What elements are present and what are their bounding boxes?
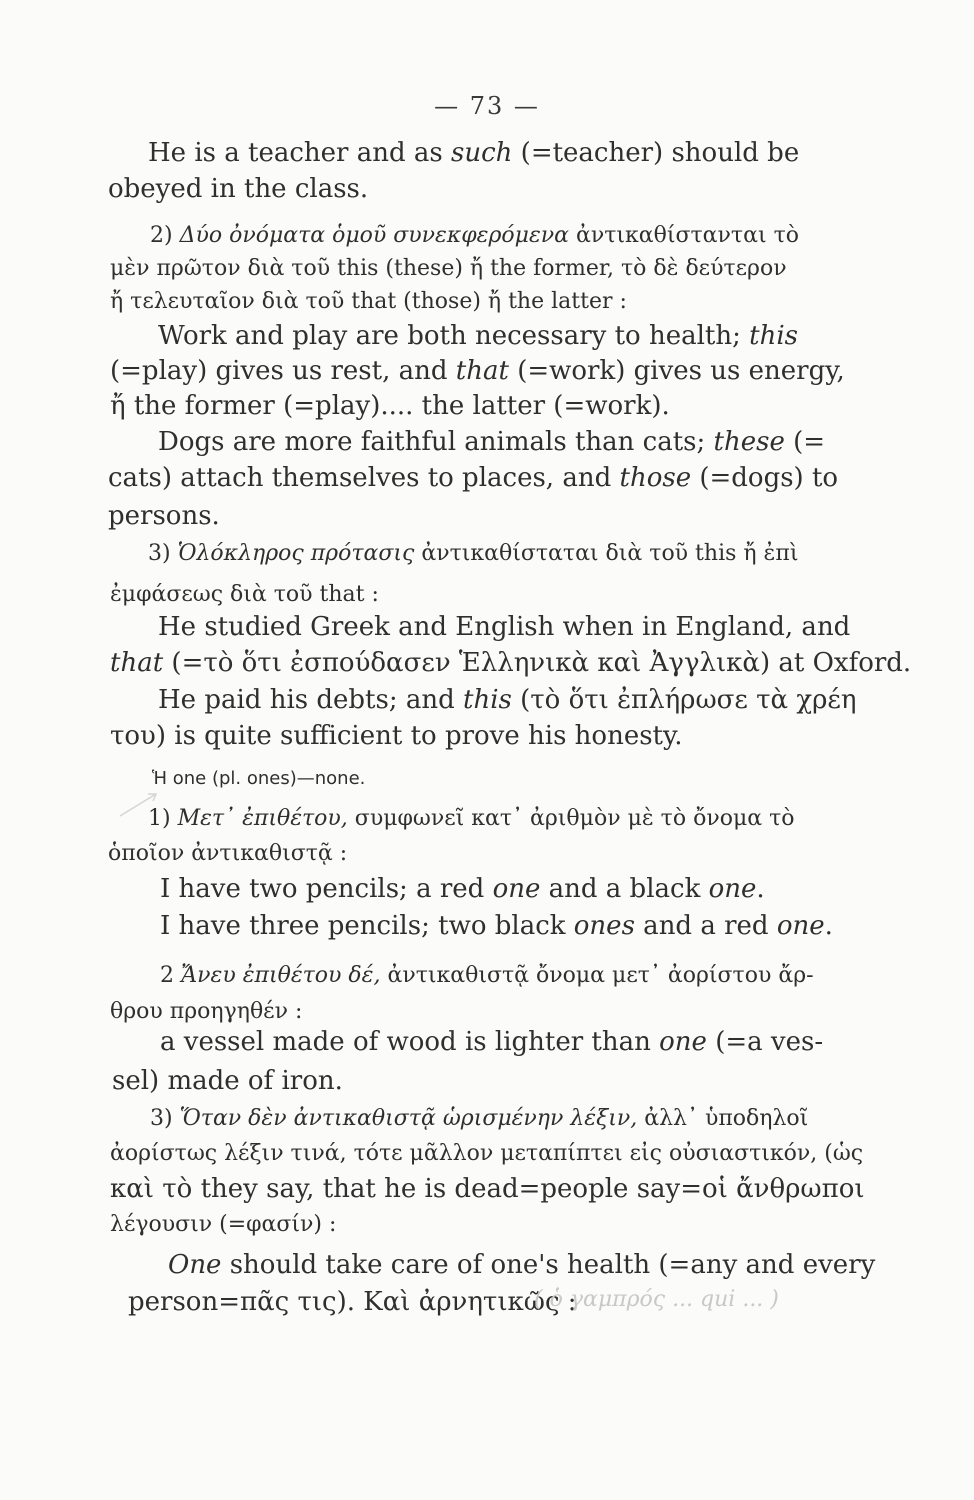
text-line-11: persons. — [108, 501, 220, 531]
section-heading-one: Ἡ one (pl. ones)—none. — [152, 768, 366, 789]
text-line-16: He paid his debts; and this (τὸ ὅτι ἐπλήρωσε τὰ χρέη — [158, 685, 857, 715]
text-line-23: 2 Ἄνευ ἐπιθέτου δέ, ἀντικαθιστᾷ ὄνομα μετ᾽ ἀορίστου ἄρ- — [160, 963, 814, 988]
text-line-21: I have two pencils; a red one and a black one. — [160, 874, 765, 904]
text-line-1: He is a teacher and as such (=teacher) should be — [148, 138, 800, 168]
text-line-2: obeyed in the class. — [108, 174, 369, 204]
text-line-17: του) is quite sufficient to prove his honesty. — [110, 721, 683, 751]
text-line-14: He studied Greek and English when in England, and — [158, 612, 851, 642]
text-line-9: Dogs are more faithful animals than cats; these (= — [158, 427, 826, 457]
text-line-28: ἀορίστως λέξιν τινά, τότε μᾶλλον μεταπίπτει εἰς οὐσιαστικόν, (ὡς — [110, 1141, 864, 1166]
text-line-19: 1) Μετ᾽ ἐπιθέτου, συμφωνεῖ κατ᾽ ἀριθμὸν μὲ τὸ ὄνομα τὸ — [148, 806, 795, 831]
handwritten-note: ( ὁ γαμπρός ... qui ... ) — [534, 1287, 779, 1312]
text-line-3: 2) Δύο ὀνόματα ὁμοῦ συνεκφερόμενα ἀντικαθίστανται τὸ — [150, 223, 799, 248]
pencil-arrow-mark — [118, 790, 160, 818]
text-line-5: ἤ τελευταῖον διὰ τοῦ that (those) ἤ the latter : — [110, 289, 627, 314]
text-line-32: person=πᾶς τις). Καὶ ἀρνητικῶς : — [128, 1287, 577, 1317]
text-line-31: One should take care of one's health (=any and every — [168, 1250, 876, 1280]
text-line-24: θρου προηγηθέν : — [110, 999, 303, 1024]
text-line-20: ὁποῖον ἀντικαθιστᾷ : — [108, 841, 348, 866]
text-line-13: ἐμφάσεως διὰ τοῦ that : — [110, 582, 379, 607]
text-line-22: I have three pencils; two black ones and a red one. — [160, 911, 833, 941]
text-line-8: ἤ the former (=play).... the latter (=work). — [110, 391, 670, 421]
text-line-7: (=play) gives us rest, and that (=work) gives us energy, — [110, 356, 845, 386]
text-line-29: καὶ τὸ they say, that he is dead=people say=οἱ ἄνθρωποι — [110, 1174, 865, 1204]
text-line-15: that (=τὸ ὅτι ἐσπούδασεν Ἑλληνικὰ καὶ Ἀγγλικὰ) at Oxford. — [110, 648, 912, 678]
text-line-4: μὲν πρῶτον διὰ τοῦ this (these) ἤ the former, τὸ δὲ δεύτερον — [110, 256, 787, 281]
text-line-30: λέγουσιν (=φασίν) : — [110, 1212, 337, 1237]
text-line-25: a vessel made of wood is lighter than one (=a ves- — [160, 1027, 824, 1057]
page-number: — 73 — — [434, 92, 540, 120]
text-line-26: sel) made of iron. — [112, 1066, 343, 1096]
text-line-6: Work and play are both necessary to health; this — [158, 321, 799, 351]
text-line-12: 3) Ὁλόκληρος πρότασις ἀντικαθίσταται διὰ τοῦ this ἤ ἐπὶ — [148, 541, 799, 566]
text-line-27: 3) Ὅταν δὲν ἀντικαθιστᾷ ὡρισμένην λέξιν, ἀλλ᾽ ὑποδηλοῖ — [150, 1106, 809, 1131]
text-line-10: cats) attach themselves to places, and those (=dogs) to — [108, 463, 839, 493]
